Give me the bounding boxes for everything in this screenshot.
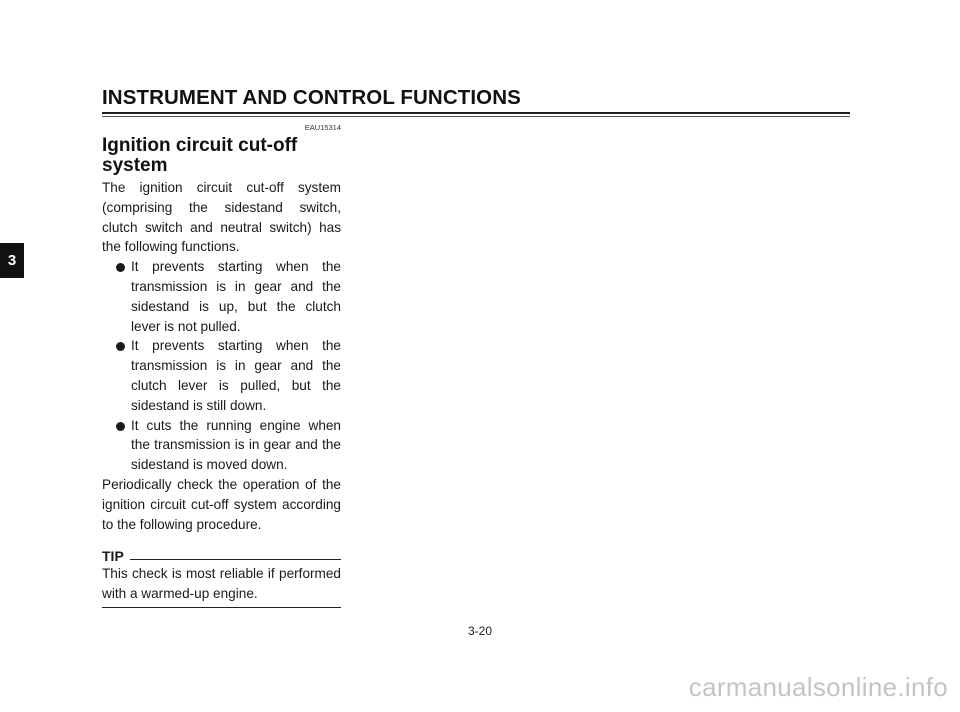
chapter-tab-number: 3: [7, 252, 17, 269]
tip-box: [102, 546, 341, 608]
function-list: [102, 257, 341, 475]
tip-rule: [130, 559, 341, 560]
outro-paragraph: Periodically check the operation of the ignition circuit cut-off system according to the following procedure.: [102, 476, 341, 532]
section-title: Ignition circuit cut-off system: [102, 135, 298, 176]
page-number: 3-20: [467, 624, 493, 638]
tip-label: TIP: [102, 548, 124, 565]
list-item: [102, 416, 341, 475]
tip-text: This check is most reliable if performed with a warmed-up engine.: [102, 566, 341, 602]
chapter-tab: [0, 243, 24, 278]
bullet-icon: [116, 263, 125, 272]
list-item: [102, 336, 341, 415]
reference-code: EAU15314: [304, 123, 341, 132]
list-item-text: It cuts the running engine when the transmission is in gear and the sidestand is moved down.: [131, 417, 341, 473]
bullet-icon: [116, 422, 125, 431]
bullet-icon: [116, 342, 125, 351]
header-rule-thin: [102, 116, 850, 117]
page-header-title: INSTRUMENT AND CONTROL FUNCTIONS: [102, 86, 521, 109]
content-column: [102, 122, 341, 608]
intro-paragraph: The ignition circuit cut-off system (comprising the sidestand switch, clutch switch and neutral switch) has the following functions.: [102, 180, 341, 255]
list-item: [102, 257, 341, 336]
tip-header: [102, 546, 341, 564]
list-item-text: It prevents starting when the transmission is in gear and the sidestand is up, but the clutch lever is not pulled.: [131, 259, 341, 334]
list-item-text: It prevents starting when the transmission is in gear and the clutch lever is pulled, but the sidestand is still down.: [131, 338, 341, 413]
watermark: carmanualsonline.info: [688, 672, 948, 702]
tip-end-rule: [102, 607, 341, 608]
header-rule: [102, 112, 850, 114]
